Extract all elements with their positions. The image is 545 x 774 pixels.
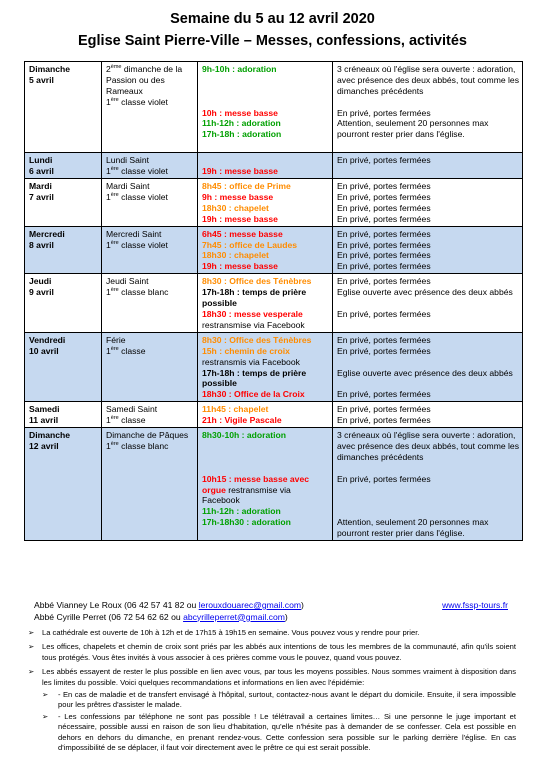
- liturgy-text: classe blanc: [118, 440, 169, 451]
- office-text: 17h-18h : adoration: [202, 129, 282, 140]
- day-name: Dimanche: [29, 430, 71, 441]
- status-note: En privé, portes fermées: [337, 389, 431, 400]
- liturgy-text: 1: [106, 191, 111, 202]
- schedule-row: [25, 226, 523, 274]
- status-note: 3 créneaux où l'église sera ouverte : adoration, avec présence des deux abbés, tout comme les dimanches précédents: [337, 64, 520, 96]
- office-item: [202, 250, 329, 261]
- subnote-item: ➢ - Les confessions par téléphone ne sont pas possible ! Le télétravail a certaines limites… Si une personne le juge important et nécessaire, possible aussi en raison de son lieu d'habitation, qu'elle n'hésite pas à demander de se confesser. Cela est possible en dehors en dehors du dimanche, en prenant rendez-vous. Cette confession sera possible sur le parking derrière l'église. En cas d'impossibilité de se déplacer, il faut voir directement avec le prêtre ce qui est serait possible.: [42, 711, 516, 753]
- office-text: 8h30 : Office des Ténèbres: [202, 334, 312, 345]
- liturgy-text: Samedi Saint: [106, 404, 158, 415]
- office-text: restransmis via Facebook: [202, 356, 300, 367]
- office-item: [202, 64, 329, 75]
- liturgy-sup: ère: [110, 345, 119, 352]
- office-item: [202, 415, 329, 426]
- liturgy-text: classe blanc: [118, 287, 169, 298]
- schedule-row: [25, 62, 523, 153]
- notes-cell: [333, 62, 523, 153]
- liturgy-text: classe violet: [118, 166, 168, 177]
- office-item: [202, 229, 329, 240]
- office-item: [202, 346, 329, 357]
- office-text: 19h : messe basse: [202, 213, 278, 224]
- liturgy-text: 2: [106, 64, 111, 74]
- status-note: En privé, portes fermées: [337, 202, 431, 213]
- liturgy-text: 1: [106, 166, 111, 177]
- status-note: [337, 140, 519, 151]
- liturgy-text: dimanche de la Passion ou des Rameaux: [106, 64, 183, 96]
- office-text: 7h45 : office de Laudes: [202, 239, 298, 250]
- spacer: [202, 155, 329, 166]
- arrow-bullet-icon: ➢: [42, 690, 49, 700]
- office-item: [202, 214, 329, 225]
- note-item: ➢ Les abbés essayent de rester le plus possible en lien avec vous, par tous les moyens possibles. Nous sommes vraiment à disposition dans les limites du possible. Voici quelques recommandations et informations en lien avec l'épidémie:: [28, 667, 516, 687]
- office-text: 8h30 : Office des Ténèbres: [202, 276, 312, 287]
- spacer: [202, 75, 329, 86]
- office-text: 18h30 : chapelet: [202, 250, 269, 261]
- liturgy-text: classe violet: [118, 96, 168, 107]
- notes-cell: [333, 428, 523, 541]
- office-text: 11h-12h : adoration: [202, 118, 281, 129]
- arrow-bullet-icon: ➢: [28, 667, 35, 677]
- liturgy-text: Mercredi Saint: [106, 228, 162, 239]
- office-text: 21h : Vigile Pascale: [202, 415, 282, 426]
- liturgy-text: Lundi Saint: [106, 155, 150, 166]
- status-note: En privé, portes fermées: [337, 334, 431, 345]
- spacer: [202, 97, 329, 108]
- liturgy-text: classe violet: [118, 191, 168, 202]
- office-text: 10h15 : messe basse avec orgue: [202, 473, 310, 495]
- offices-cell: [198, 226, 333, 274]
- liturgy-text: 1: [106, 440, 111, 451]
- liturgy-cell: [102, 274, 198, 333]
- liturgy-text: 1: [106, 345, 111, 356]
- day-cell: [25, 226, 102, 274]
- liturgy-text: Mardi Saint: [106, 181, 150, 191]
- day-cell: [25, 179, 102, 227]
- office-item: [202, 320, 329, 331]
- day-cell: [25, 332, 102, 401]
- schedule-table: [24, 61, 523, 541]
- office-text: 8h30-10h : adoration: [202, 430, 287, 441]
- page-subtitle: Eglise Saint Pierre-Ville – Messes, confessions, activités: [77, 33, 467, 49]
- status-note: [337, 320, 519, 331]
- liturgy-cell: [102, 332, 198, 401]
- liturgy-cell: [102, 179, 198, 227]
- office-item: [202, 506, 329, 517]
- day-name: Dimanche: [29, 64, 71, 74]
- office-text: 8h45 : office de Prime: [202, 181, 291, 191]
- note-anchor: [337, 97, 519, 108]
- day-date: 9 avril: [29, 287, 54, 298]
- office-item: [202, 192, 329, 203]
- day-date: 7 avril: [29, 191, 54, 202]
- day-cell: [25, 274, 102, 333]
- note-item: ➢ La cathédrale est ouverte de 10h à 12h et de 17h15 à 19h15 en semaine. Vous pouvez vous y rendre pour prier.: [28, 628, 420, 637]
- office-item: [202, 129, 329, 140]
- spacer: [202, 441, 329, 452]
- liturgy-sup: ère: [110, 441, 119, 448]
- office-text: 18h30 : Office de la Croix: [202, 389, 305, 400]
- day-name: Vendredi: [29, 334, 66, 345]
- status-note: En privé, portes fermées: [337, 239, 431, 250]
- office-item: [202, 430, 329, 441]
- office-text: 18h30 : chapelet: [202, 202, 269, 213]
- spacer: [202, 463, 329, 474]
- offices-cell: [198, 153, 333, 179]
- offices-cell: [198, 62, 333, 153]
- office-item: [202, 181, 329, 192]
- schedule-row: [25, 402, 523, 428]
- email-link-perret[interactable]: abcyrilleperret@gmail.com: [183, 611, 285, 622]
- liturgy-cell: [102, 402, 198, 428]
- liturgy-cell: [102, 62, 198, 153]
- office-text: restransmise via Facebook: [202, 319, 305, 330]
- office-text: 9h : messe basse: [202, 191, 274, 202]
- office-text: 11h45 : chapelet: [202, 404, 269, 415]
- day-cell: [25, 153, 102, 179]
- office-item: [202, 276, 329, 287]
- office-item: [202, 389, 329, 400]
- page-title: Semaine du 5 au 12 avril 2020: [170, 11, 375, 27]
- liturgy-sup: ère: [110, 287, 119, 294]
- office-broadcast: restransmise via Facebook: [202, 484, 291, 506]
- liturgy-text: Jeudi Saint: [106, 276, 149, 287]
- offices-cell: [198, 428, 333, 541]
- spacer: [202, 452, 329, 463]
- status-note: En privé, portes fermées: [337, 261, 431, 272]
- office-item: [202, 474, 329, 507]
- day-name: Samedi: [29, 404, 60, 415]
- day-cell: [25, 428, 102, 541]
- status-note: En privé, portes fermées: [337, 213, 431, 224]
- office-item: [202, 118, 329, 129]
- status-note: En privé, portes fermées: [337, 308, 431, 319]
- office-text: 17h-18h : temps de prière possible: [202, 287, 307, 309]
- note-anchor: [337, 463, 519, 474]
- day-date: 6 avril: [29, 166, 54, 177]
- liturgy-text: classe: [118, 415, 146, 426]
- notes-cell: [333, 332, 523, 401]
- subnote-item: ➢ - En cas de maladie et de transfert envisagé à l'hôpital, surtout, contactez-nous avant le départ du domicile. Ensuite, il sera impossible pour les prêtres d'assister le malade.: [42, 690, 516, 710]
- office-text: 19h : messe basse: [202, 166, 278, 177]
- office-item: [202, 261, 329, 272]
- liturgy-text: classe violet: [118, 239, 168, 250]
- notes-cell: [333, 153, 523, 179]
- office-item: [202, 309, 329, 320]
- day-name: Mardi: [29, 181, 52, 191]
- liturgy-sup: ère: [110, 166, 119, 173]
- status-note: En privé, portes fermées: [337, 228, 431, 239]
- liturgy-cell: [102, 153, 198, 179]
- day-date: 5 avril: [29, 74, 54, 85]
- liturgy-text: 1: [106, 287, 111, 298]
- office-text: 18h30 : messe vesperale: [202, 308, 303, 319]
- office-text: 6h45 : messe basse: [202, 228, 283, 239]
- offices-cell: [198, 274, 333, 333]
- office-text: 15h : chemin de croix: [202, 345, 290, 356]
- status-note: Attention, seulement 20 personnes max pourront rester prier dans l'église.: [337, 118, 489, 140]
- office-text: 17h-18h30 : adoration: [202, 517, 291, 528]
- offices-cell: [198, 332, 333, 401]
- schedule-row: [25, 179, 523, 227]
- status-note: En privé, portes fermées: [337, 276, 431, 287]
- arrow-bullet-icon: ➢: [28, 628, 35, 637]
- office-text: 10h : messe basse: [202, 107, 278, 118]
- day-date: 12 avril: [29, 440, 59, 451]
- status-note: Eglise ouverte avec présence des deux abbés: [337, 367, 513, 378]
- status-note: En privé, portes fermées: [337, 191, 431, 202]
- liturgy-cell: [102, 428, 198, 541]
- arrow-bullet-icon: ➢: [28, 642, 35, 652]
- status-note: En privé, portes fermées: [337, 250, 431, 261]
- liturgy-text: 1: [106, 96, 111, 107]
- office-item: [202, 357, 329, 368]
- spacer: [202, 86, 329, 97]
- contact-line-2: Abbé Cyrille Perret (06 72 54 62 62 ou abcyrilleperret@gmail.com): [34, 611, 288, 622]
- day-cell: [25, 62, 102, 153]
- contacts-block: [34, 600, 514, 623]
- note-item: ➢ Les offices, chapelets et chemin de croix sont priés par les abbés aux intentions de tous les membres de la communauté, afin qu'ils soient tous protégés. Vous êtes invités à vous associer à ces prières comme vous le pouvez, quand vous pouvez.: [28, 642, 516, 662]
- email-link-roux[interactable]: lerouxdouarec@gmail.com: [198, 600, 302, 610]
- schedule-row: [25, 428, 523, 541]
- notes-cell: [333, 179, 523, 227]
- liturgy-text: 1: [106, 415, 111, 426]
- status-note: En privé, portes fermées: [337, 107, 431, 118]
- office-item: [202, 517, 329, 528]
- office-item: [202, 240, 329, 251]
- arrow-bullet-icon: ➢: [42, 711, 49, 721]
- day-date: 11 avril: [29, 415, 59, 426]
- offices-cell: [198, 402, 333, 428]
- liturgy-text: classe: [118, 345, 146, 356]
- liturgy-cell: [102, 226, 198, 274]
- office-item: [202, 404, 329, 415]
- status-note: En privé, portes fermées: [337, 415, 431, 426]
- notes-cell: [333, 226, 523, 274]
- liturgy-sup: ère: [110, 192, 119, 199]
- note-anchor: [337, 378, 519, 389]
- status-note: Attention, seulement 20 personnes max pourront rester prier dans l'église.: [337, 517, 489, 539]
- status-note: En privé, portes fermées: [337, 345, 431, 356]
- liturgy-text: Férie: [106, 334, 126, 345]
- office-text: 9h-10h : adoration: [202, 64, 277, 74]
- office-item: [202, 108, 329, 119]
- office-text: 11h-12h : adoration: [202, 506, 281, 517]
- note-anchor: [337, 485, 519, 507]
- status-note: [337, 357, 519, 368]
- office-text: 17h-18h : temps de prière possible: [202, 367, 307, 389]
- schedule-row: [25, 274, 523, 333]
- contact-abbe-roux: Abbé Vianney Le Roux (06 42 57 41 82 ou: [34, 600, 199, 610]
- notes-section: [28, 628, 516, 754]
- liturgy-sup: ère: [110, 96, 119, 103]
- note-anchor: [337, 298, 519, 309]
- day-name: Mercredi: [29, 228, 65, 239]
- day-date: 10 avril: [29, 345, 59, 356]
- status-note: 3 créneaux où l'église sera ouverte : adoration, avec présence des deux abbés, tout comme les dimanches précédents: [337, 430, 520, 462]
- status-note: [337, 506, 519, 517]
- schedule-row: [25, 332, 523, 401]
- contact-line-1: Abbé Vianney Le Roux (06 42 57 41 82 ou lerouxdouarec@gmail.com) www.fssp-tours.fr: [34, 600, 508, 610]
- liturgy-sup: ère: [110, 239, 119, 246]
- office-item: [202, 203, 329, 214]
- offices-cell: [198, 179, 333, 227]
- status-note: Eglise ouverte avec présence des deux abbés: [337, 287, 513, 298]
- office-item: [202, 287, 329, 309]
- day-date: 8 avril: [29, 239, 54, 250]
- notes-cell: [333, 274, 523, 333]
- day-name: Lundi: [29, 155, 53, 166]
- liturgy-sup: ème: [110, 64, 122, 71]
- contact-abbe-perret: Abbé Cyrille Perret (06 72 54 62 62 ou: [34, 611, 184, 622]
- office-text: 19h : messe basse: [202, 261, 278, 272]
- schedule-row: [25, 153, 523, 179]
- office-item: [202, 166, 329, 177]
- notes-cell: [333, 402, 523, 428]
- office-item: [202, 335, 329, 346]
- day-cell: [25, 402, 102, 428]
- status-note: En privé, portes fermées: [337, 181, 431, 191]
- office-item: [202, 368, 329, 390]
- day-name: Jeudi: [29, 276, 52, 287]
- website-link[interactable]: www.fssp-tours.fr: [442, 600, 508, 610]
- status-note: En privé, portes fermées: [337, 473, 431, 484]
- status-note: En privé, portes fermées: [337, 404, 431, 415]
- liturgy-text: 1: [106, 239, 111, 250]
- liturgy-sup: ère: [110, 415, 119, 422]
- liturgy-text: Dimanche de Pâques: [106, 430, 189, 441]
- status-note: En privé, portes fermées: [337, 155, 431, 166]
